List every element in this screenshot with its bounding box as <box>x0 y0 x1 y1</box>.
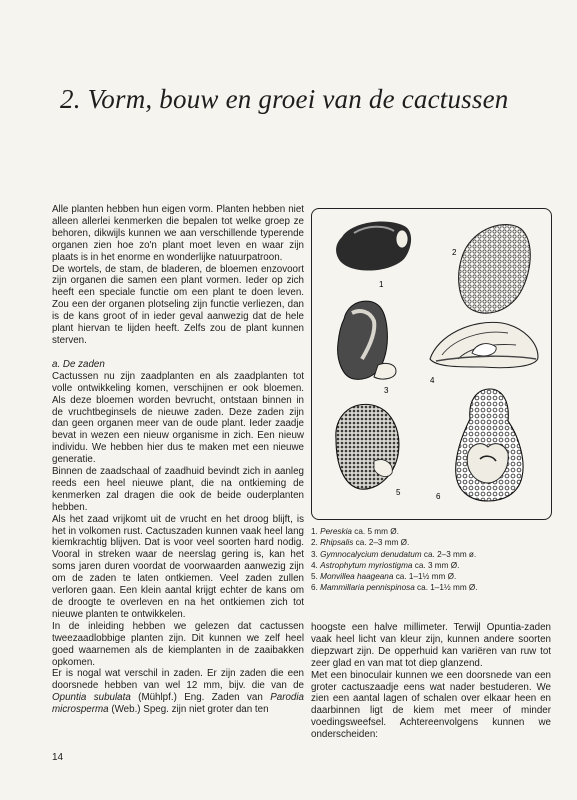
intro-paragraph: Alle planten hebben hun eigen vorm. Planten hebben niet alleen allerlei kenmerken die bepalen tot welke groep ze behoren, dikwijls kunnen we aan verschillende typerende organen zien hoe zo'n plant moet leven en waar zijn plaats is in het enorme en wonderlijke natuurpatroon. <box>52 204 304 263</box>
caption-item <box>311 537 551 548</box>
text-run: (Web.) Speg. zijn niet groter dan ten <box>108 704 269 716</box>
seed-6-mammillaria <box>456 389 523 501</box>
section-paragraph: Als het zaad vrijkomt uit de vrucht en het droog blijft, is het in volkomen rust. Cactuszaden kunnen vaak heel lang kiemkrachtig blijven. Dat is voor veel soorten hard nodig. Vooral in streken waar de neerslag gering is, kan het soms jaren duren voordat de voorwaarden aanwezig zijn om de zaden te laten ontkiemen. Veel zaden zullen verloren gaan. Een klein aantal krijgt echter de kans om de droogte te overleven en na het ontkiemen zich tot nieuwe planten te ontwikkelen. <box>52 513 304 620</box>
figure-label-5: 5 <box>396 488 401 497</box>
page-number: 14 <box>52 752 64 763</box>
figure-label-4: 4 <box>430 376 435 385</box>
caption-number: 2. <box>311 538 318 548</box>
section-paragraph: In de inleiding hebben we gelezen dat cactussen tweezaadlobbige planten zijn. Dit kunnen we zelf heel goed waarnemen als de kiemplanten in de zaaibakken opkomen. <box>52 620 304 668</box>
seed-3-gymnocalycium <box>338 301 396 379</box>
caption-size: ca. 1–1½ mm Ø. <box>393 572 457 582</box>
seed-drawings <box>312 209 551 519</box>
intro-paragraph: De wortels, de stam, de bladeren, de bloemen enzovoort zijn organen die samen een plant vormen. Ieder op zich heeft een speciale functie om een plant te doen leven. Zou een der organen plotseling zijn functie verliezen, dan is de kans groot of in ieder geval aanwezig dat de hele plant hiervan te lijden heeft. Zelfs zou de plant kunnen sterven. <box>52 263 304 346</box>
caption-species: Rhipsalis <box>320 538 354 548</box>
figure-label-6: 6 <box>436 492 441 501</box>
seed-1-pereskia <box>336 222 411 271</box>
caption-number: 5. <box>311 572 318 582</box>
figure-caption-list <box>311 526 551 594</box>
caption-species: Astrophytum myriostigma <box>320 560 413 570</box>
left-column <box>52 204 304 716</box>
figure-label-1: 1 <box>379 280 384 289</box>
species-name: Parodia microsperma <box>52 692 304 716</box>
caption-size: ca. 2–3 mm Ø. <box>353 538 410 548</box>
figure-label-2: 2 <box>452 248 457 257</box>
figure-label-3: 3 <box>384 386 389 395</box>
chapter-title: 2. Vorm, bouw en groei van de cactussen <box>60 84 509 114</box>
body-paragraph: hoogste een halve millimeter. Terwijl Opuntia-zaden vaak heel licht van kleur zijn, kunnen andere soorten diepzwart zijn. De opperhuid kan variëren van ruw tot zeer glad en van mat tot diep glanzend. <box>311 622 551 669</box>
caption-number: 3. <box>311 549 318 559</box>
seed-4-astrophytum <box>430 322 538 367</box>
caption-item <box>311 571 551 582</box>
caption-species: Monvillea haageana <box>320 572 394 582</box>
caption-size: ca. 2–3 mm ø. <box>421 549 477 559</box>
caption-number: 6. <box>311 583 318 593</box>
seed-2-rhipsalis <box>459 225 531 314</box>
text-run: Er is nogal wat verschil in zaden. Er zijn zaden die een doorsnede hebben van wel 12 mm, bijv. die van de <box>52 668 304 692</box>
caption-size: ca. 1–1½ mm Ø. <box>414 583 478 593</box>
section-paragraph <box>52 668 304 716</box>
caption-item <box>311 560 551 571</box>
section-heading: a. De zaden <box>52 358 105 370</box>
caption-item <box>311 526 551 537</box>
caption-number: 1. <box>311 527 318 536</box>
species-name: Opuntia subulata <box>52 692 131 704</box>
caption-size: ca. 3 mm Ø. <box>412 560 460 570</box>
section-paragraph: Cactussen nu zijn zaadplanten en als zaadplanten tot volle ontwikkeling komen, verschijnen er ook bloemen. Als deze bloemen worden bevrucht, ontstaan binnen in de vruchtbeginsels de nieuwe zaden. Deze zaden zijn dan geen organen meer van de oude plant. Ieder zaadje bevat in wezen een nieuw organisme in zich. Een nieuw individu. We hebben hier dus te maken met een nieuwe generatie. <box>52 370 304 466</box>
caption-number: 4. <box>311 560 318 570</box>
text-run: (Mühlpf.) Eng. Zaden van <box>130 692 271 704</box>
caption-species: Gymnocalycium denudatum <box>320 549 422 559</box>
body-paragraph: Met een binoculair kunnen we een doorsnede van een groter cactuszaadje eens wat nader bestuderen. We zien een aantal lagen of schalen over elkaar heen en daarbinnen ligt de kiem met meer of minder voedingsweefsel. Achtereenvolgens kunnen we onderscheiden: <box>311 669 551 741</box>
caption-item <box>311 549 551 560</box>
caption-species: Mammillaria pennispinosa <box>320 583 415 593</box>
caption-size: ca. 5 mm Ø. <box>351 527 399 536</box>
caption-item <box>311 582 551 593</box>
seed-5-monvillea <box>336 404 399 489</box>
right-column <box>311 622 551 741</box>
caption-species: Pereskia <box>320 527 352 536</box>
section-paragraph: Binnen de zaadschaal of zaadhuid bevindt zich in aanleg reeds een heel nieuwe plant, die na ontkieming de kenmerken zal dragen die ook de beide ouderplanten hebben. <box>52 466 304 513</box>
seed-illustration-figure <box>311 208 552 520</box>
